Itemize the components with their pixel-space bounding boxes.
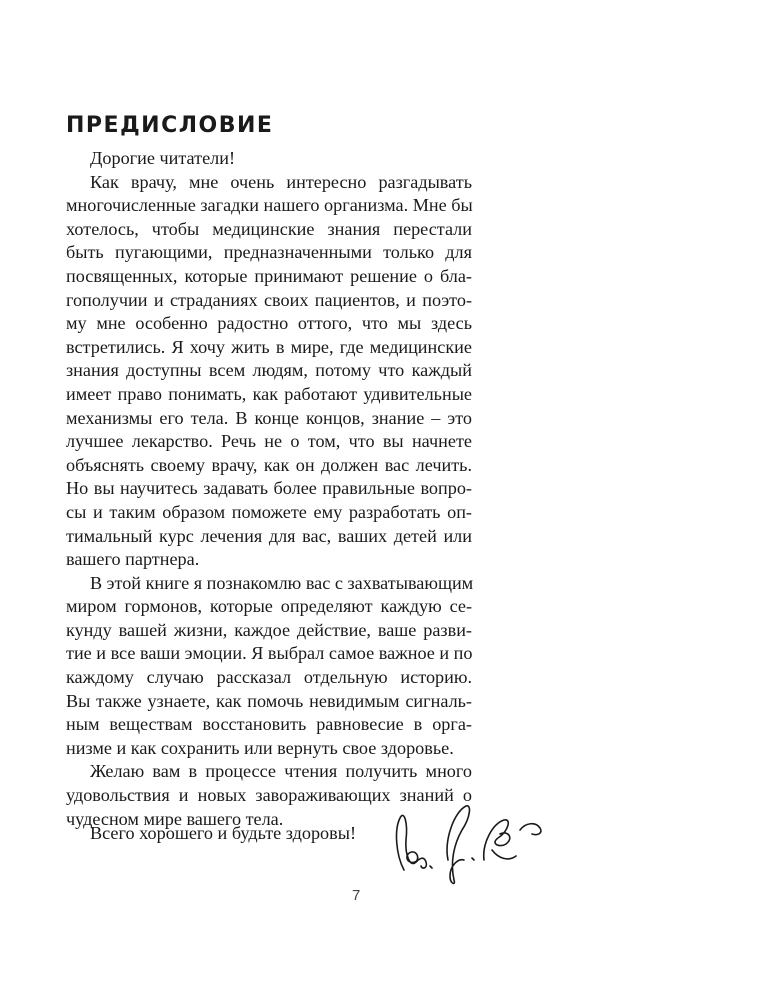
- text-line: удовольствия и новых завораживающих знаний о: [66, 785, 472, 806]
- text-line: гополучии и страданиях своих пациентов, и поэто-: [66, 289, 472, 310]
- text-line: чудесном мире вашего тела.: [66, 808, 284, 829]
- body-text: [66, 147, 472, 831]
- text-line: Желаю вам в процессе чтения получить много: [90, 761, 472, 782]
- text-line: механизмы его тела. В конце концов, знание – это: [66, 407, 472, 428]
- text-line: Как врачу, мне очень интересно разгадывать: [90, 171, 472, 192]
- text-line: Но вы научитесь задавать более правильные вопро-: [66, 478, 472, 499]
- text-line: сы и таким образом поможете ему разработать оп-: [66, 501, 472, 522]
- page-number: 7: [352, 887, 361, 904]
- text-line: Дорогие читатели!: [90, 148, 236, 168]
- text-line: имеет право понимать, как работают удивительные: [66, 383, 472, 404]
- text-line: многочисленные загадки нашего организма. Мне бы: [66, 195, 473, 216]
- text-line: хотелось, чтобы медицинские знания перестали: [66, 218, 472, 239]
- text-line: быть пугающими, предназначенными только для: [66, 242, 472, 263]
- text-line: посвященных, которые принимают решение о бла-: [66, 265, 472, 286]
- chapter-heading: ПРЕДИСЛОВИЕ: [66, 113, 274, 138]
- text-line: каждому случаю рассказал отдельную историю.: [66, 667, 472, 688]
- text-line: ным веществам восстановить равновесие в орга-: [66, 714, 472, 735]
- text-line: встретились. Я хочу жить в мире, где медицинские: [66, 336, 472, 357]
- text-line: му мне особенно радостно оттого, что мы здесь: [66, 313, 472, 334]
- text-line: объяснять своему врачу, как он должен вас лечить.: [66, 454, 472, 475]
- text-line: В этой книге я познакомлю вас с захватывающим: [90, 572, 474, 593]
- text-line: тие и все ваши эмоции. Я выбрал самое важное и по: [66, 643, 473, 664]
- signature-icon: [388, 800, 548, 890]
- text-line: низме и как сохранить или вернуть свое здоровье.: [66, 737, 454, 758]
- text-line: Вы также узнаете, как помочь невидимым сигналь-: [66, 690, 472, 711]
- text-line: кунду вашей жизни, каждое действие, ваше разви-: [66, 619, 472, 640]
- text-line: знания доступны всем людям, потому что каждый: [66, 360, 472, 381]
- text-line: вашего партнера.: [66, 549, 200, 570]
- text-line: лучшее лекарство. Речь не о том, что вы начнете: [66, 431, 472, 452]
- text-line: миром гормонов, которые определяют каждую се-: [66, 596, 472, 617]
- text-line: тимальный курс лечения для вас, ваших детей или: [66, 525, 472, 546]
- closing-line: Всего хорошего и будьте здоровы!: [90, 823, 357, 843]
